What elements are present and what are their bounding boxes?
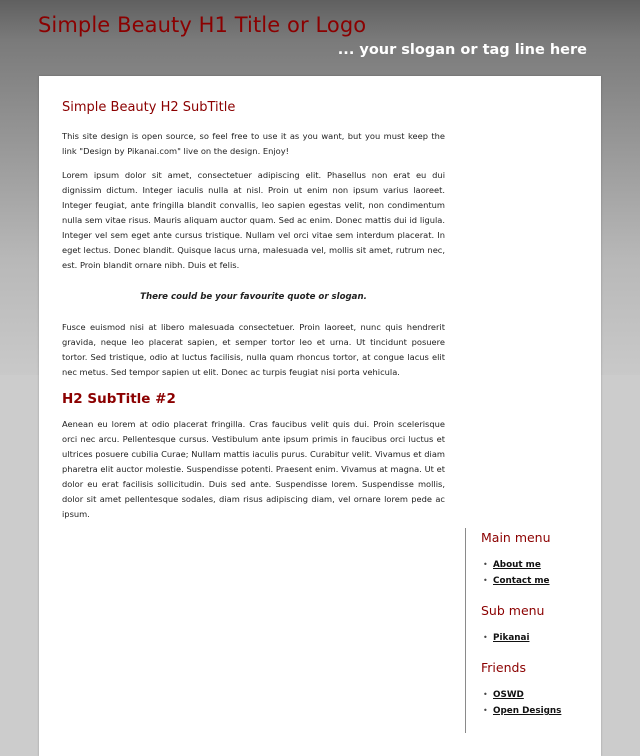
bullet-icon: • [483,576,488,585]
content-panel [39,76,601,756]
subtitle-heading-2: H2 SubTitle #2 [62,391,176,407]
pikanai-link[interactable]: Pikanai [493,633,530,643]
sub-menu-list [481,630,595,646]
body-paragraph-3: Aenean eu lorem at odio placerat fringilla. Cras faucibus velit quis dui. Proin scelerisque orci nec arcu. Pellentesque cursus. Vestibulum ante ipsum primis in faucibus orci luctus et ultrices posuere cubilia Curae; Nullam mattis iaculis purus. Curabitur velit. Vivamus et diam pharetra elit auctor molestie. Suspendisse potenti. Praesent enim. Vivamus at magna. Ut et dolor eu erat facilisis sollicitudin. Duis sed ante. Suspendisse lorem. Suspendisse mollis, dolor sit amet pellentesque sodales, diam risus adipiscing diam, vel ornare lorem pede ac ipsum. [62,419,445,519]
menu-item-pikanai [481,630,595,646]
intro-paragraph: This site design is open source, so feel free to use it as you want, but you must keep the link "Design by Pikanai.com" live on the design. Enjoy! [62,131,445,156]
bullet-icon: • [483,690,488,699]
main-content [62,99,445,522]
menu-item-oswd [481,687,595,703]
about-me-link[interactable]: About me [493,560,541,570]
body-paragraph-2: Fusce euismod nisi at libero malesuada consectetuer. Proin laoreet, nunc quis hendrerit gravida, neque leo placerat sapien, et semper tortor leo et urna. Ut tincidunt posuere tortor. Sed tristique, odio at luctus facilisis, nulla quam rhoncus tortor, at congue lacus elit nec metus. Sed tempor sapien ut elit. Donec ac turpis feugiat nisi porta vehicula. [62,322,445,377]
menu-item-contact-me [481,573,595,589]
menu-item-open-designs [481,703,595,719]
subtitle-heading: Simple Beauty H2 SubTitle [62,100,236,115]
menu-item-about-me [481,557,595,573]
main-menu-list [481,557,595,589]
oswd-link[interactable]: OSWD [493,690,524,700]
site-title-logo[interactable]: Simple Beauty H1 Title or Logo [38,13,367,37]
bullet-icon: • [483,560,488,569]
body-paragraph-1: Lorem ipsum dolor sit amet, consectetuer adipiscing elit. Phasellus non erat eu dui dignissim dictum. Integer iaculis nulla at nisl. Proin ut enim non ipsum varius laoreet. Integer feugiat, ante fringilla blandit convallis, leo sapien egestas velit, non condimentum nulla sem vitae risus. Mauris aliquam auctor quam. Sed ac enim. Donec mattis dui id ligula. Integer vel sem eget ante cursus tristique. Nullam vel orci vitae sem interdum placerat. In eget lectus. Donec blandit. Quisque lacus urna, malesuada vel, mollis sit amet, rutrum nec, est. Proin blandit ornare nibh. Duis et felis. [62,170,445,270]
main-menu-heading: Main menu [481,530,551,545]
friends-list [481,687,595,719]
sidebar [465,528,595,733]
site-slogan: ... your slogan or tag line here [337,42,587,58]
sub-menu-heading: Sub menu [481,603,545,618]
quote-text: There could be your favourite quote or slogan. [140,292,367,302]
bullet-icon: • [483,633,488,642]
bullet-icon: • [483,706,488,715]
open-designs-link[interactable]: Open Designs [493,706,562,716]
friends-heading: Friends [481,660,526,675]
contact-me-link[interactable]: Contact me [493,576,550,586]
